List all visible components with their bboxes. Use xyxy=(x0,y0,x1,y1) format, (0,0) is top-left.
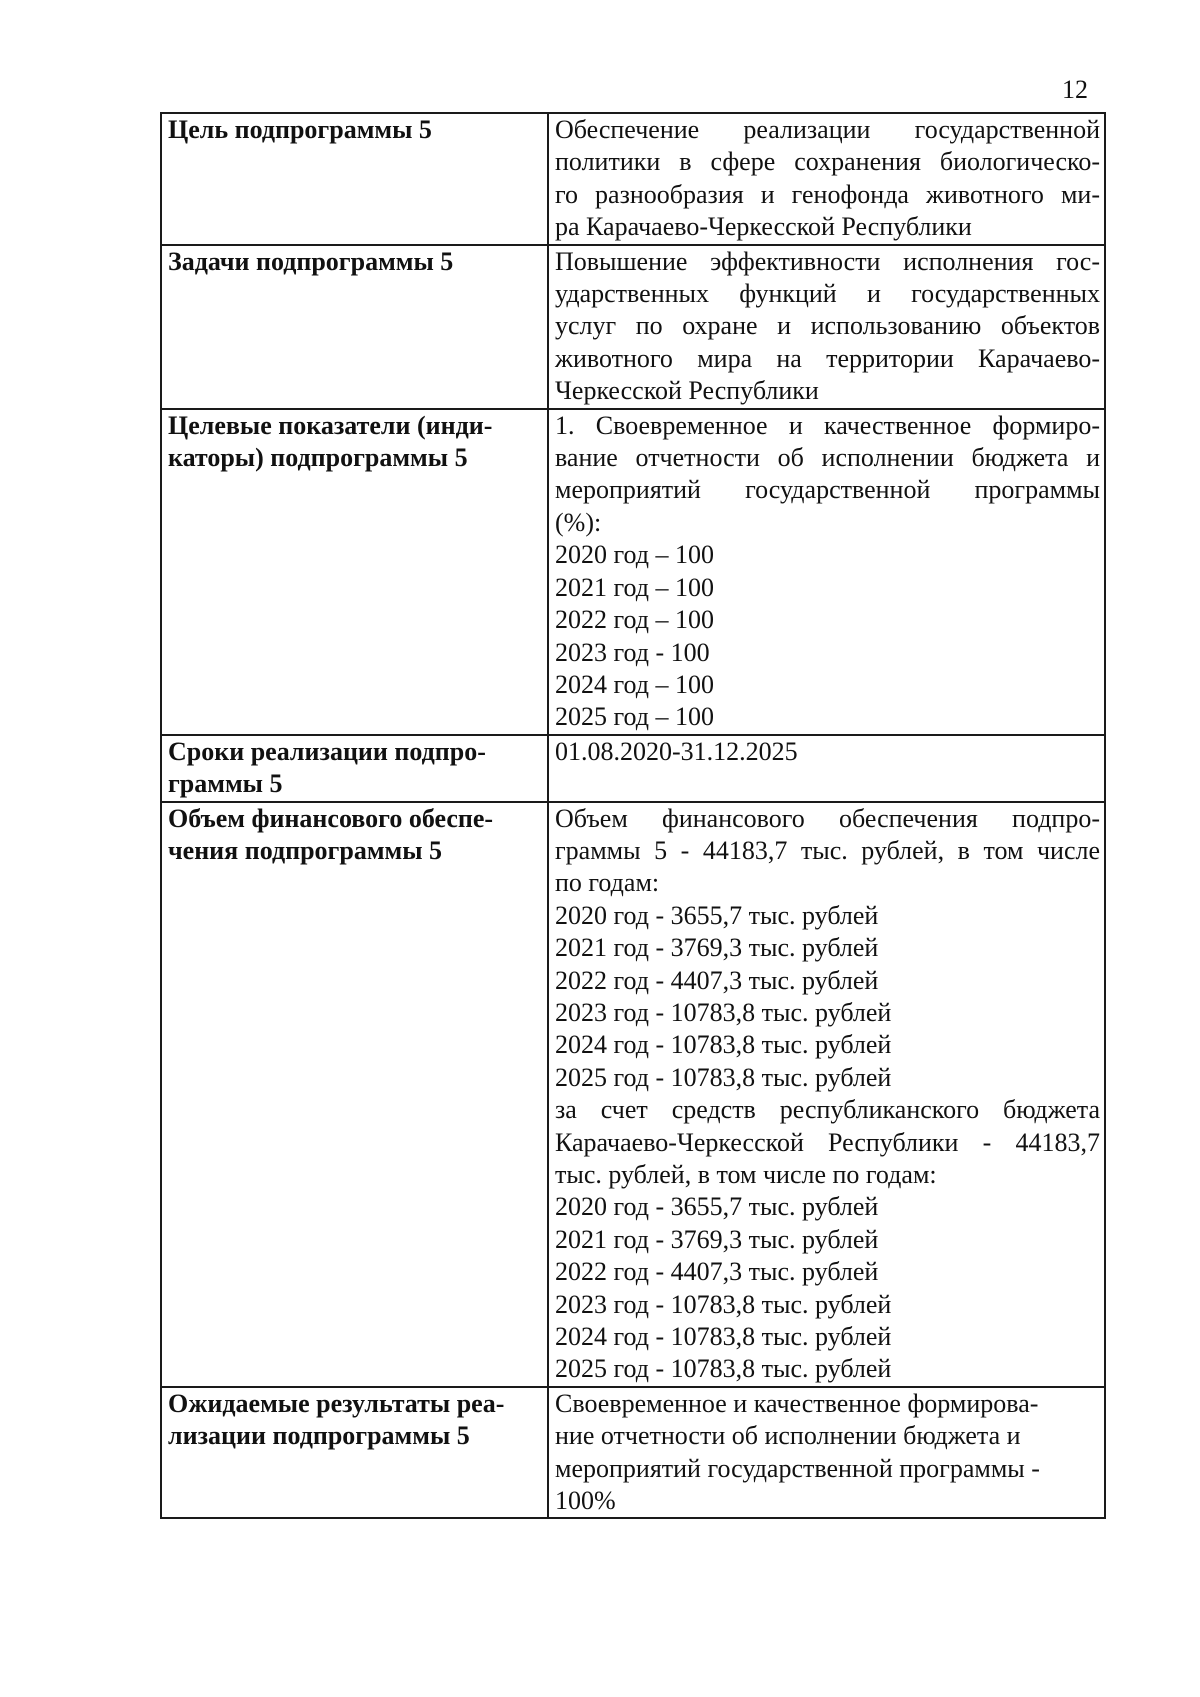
value-line: 2021 год – 100 xyxy=(555,572,714,602)
value-line: 2020 год – 100 xyxy=(555,540,714,570)
funding-value xyxy=(548,802,1105,1387)
value-line: 2024 год - 10783,8 тыс. рублей xyxy=(555,1030,892,1060)
label-line: чения подпрограммы 5 xyxy=(168,835,443,865)
value-line: ние отчетности об исполнении бюджета и xyxy=(555,1421,1021,1451)
value-line: за счет средств республиканского бюджета xyxy=(555,1095,1100,1125)
value-line: Своевременное и качественное формирова- xyxy=(555,1388,1039,1418)
value-line: (%): xyxy=(555,507,602,537)
label-line: лизации подпрограммы 5 xyxy=(168,1421,470,1451)
label-line: Ожидаемые результаты реа- xyxy=(168,1388,505,1418)
value-line: Обеспечение реализации государственной xyxy=(555,115,1100,144)
value-line: 2024 год - 10783,8 тыс. рублей xyxy=(555,1322,892,1352)
indicators-value xyxy=(548,409,1105,735)
value-line: 1. Своевременное и качественное формиро- xyxy=(555,410,1100,440)
value-line: 2025 год - 10783,8 тыс. рублей xyxy=(555,1062,892,1092)
goal-label xyxy=(161,113,548,245)
label-line: Задачи подпрограммы 5 xyxy=(168,246,454,276)
value-line: Повышение эффективности исполнения гос- xyxy=(555,246,1100,276)
timeframe-value xyxy=(548,735,1105,802)
value-line: 2021 год - 3769,3 тыс. рублей xyxy=(555,1224,879,1254)
label-line: Цель подпрограммы 5 xyxy=(168,115,432,144)
funding-label xyxy=(161,802,548,1387)
value-line: 2025 год - 10783,8 тыс. рублей xyxy=(555,1354,892,1384)
value-line: граммы 5 - 44183,7 тыс. рублей, в том числе xyxy=(555,835,1100,865)
label-line: граммы 5 xyxy=(168,769,283,799)
value-line: Объем финансового обеспечения подпро- xyxy=(555,803,1100,833)
value-line: 2023 год - 100 xyxy=(555,637,710,667)
value-line: 2020 год - 3655,7 тыс. рублей xyxy=(555,1192,879,1222)
value-line: вание отчетности об исполнении бюджета и xyxy=(555,443,1100,473)
timeframe-label xyxy=(161,735,548,802)
table-row-timeframe xyxy=(161,735,1105,802)
table-row-goal xyxy=(161,113,1105,245)
expected-results-value xyxy=(548,1387,1105,1519)
subprogram-passport-table xyxy=(160,112,1106,1519)
value-line: 100% xyxy=(555,1486,616,1516)
value-line: 2023 год - 10783,8 тыс. рублей xyxy=(555,1289,892,1319)
value-line: 2022 год - 4407,3 тыс. рублей xyxy=(555,965,879,995)
value-line: ударственных функций и государственных xyxy=(555,279,1100,309)
tasks-label xyxy=(161,245,548,409)
expected-results-label xyxy=(161,1387,548,1519)
value-line: ра Карачаево-Черкесской Республики xyxy=(555,212,972,242)
value-line: по годам: xyxy=(555,868,660,898)
value-line: 2020 год - 3655,7 тыс. рублей xyxy=(555,900,879,930)
value-line: го разнообразия и генофонда животного ми- xyxy=(555,179,1100,209)
table-row-indicators xyxy=(161,409,1105,735)
value-line: 2023 год - 10783,8 тыс. рублей xyxy=(555,997,892,1027)
value-line: 2025 год – 100 xyxy=(555,702,714,732)
value-line: 2024 год – 100 xyxy=(555,669,714,699)
value-line: политики в сфере сохранения биологическо- xyxy=(555,147,1100,177)
value-line: 01.08.2020-31.12.2025 xyxy=(555,736,798,766)
goal-value xyxy=(548,113,1105,245)
value-line: Карачаево-Черкесской Республики - 44183,7 xyxy=(555,1127,1100,1157)
label-line: каторы) подпрограммы 5 xyxy=(168,443,468,473)
table-row-expected-results xyxy=(161,1387,1105,1519)
value-line: животного мира на территории Карачаево- xyxy=(555,343,1100,373)
page-number: 12 xyxy=(1062,75,1088,104)
table-row-tasks xyxy=(161,245,1105,409)
table-row-funding xyxy=(161,802,1105,1387)
value-line: 2022 год - 4407,3 тыс. рублей xyxy=(555,1257,879,1287)
tasks-value xyxy=(548,245,1105,409)
value-line: Черкесской Республики xyxy=(555,376,819,406)
value-line: 2022 год – 100 xyxy=(555,605,714,635)
indicators-label xyxy=(161,409,548,735)
value-line: мероприятий государственной программы xyxy=(555,475,1100,505)
label-line: Объем финансового обеспе- xyxy=(168,803,494,833)
value-line: тыс. рублей, в том числе по годам: xyxy=(555,1160,937,1189)
label-line: Сроки реализации подпро- xyxy=(168,736,486,766)
value-line: услуг по охране и использованию объектов xyxy=(555,311,1100,341)
label-line: Целевые показатели (инди- xyxy=(168,410,493,440)
value-line: мероприятий государственной программы - xyxy=(555,1453,1040,1483)
value-line: 2021 год - 3769,3 тыс. рублей xyxy=(555,933,879,963)
